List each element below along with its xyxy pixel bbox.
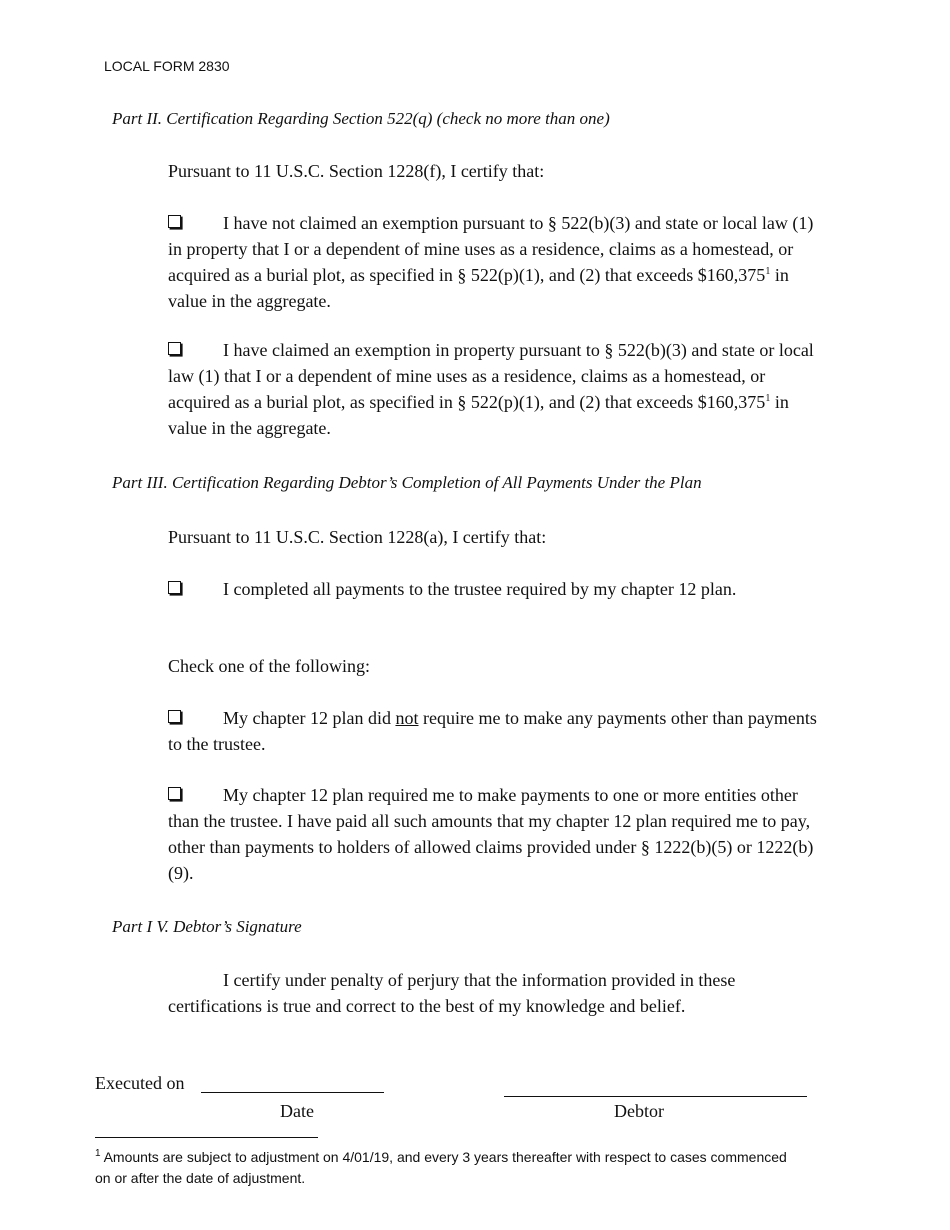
debtor-signature-field[interactable] [504, 1096, 807, 1097]
checkbox-required[interactable] [168, 787, 181, 800]
part-3-option-not-required [168, 705, 818, 757]
date-label: Date [280, 1101, 314, 1121]
part-3-option-completed [168, 576, 818, 602]
executed-on-label: Executed on [95, 1073, 185, 1093]
footnote-number: 1 [95, 1148, 101, 1160]
checkbox-claimed[interactable] [168, 342, 181, 355]
date-field[interactable] [201, 1092, 384, 1093]
checkbox-not-required[interactable] [168, 710, 181, 723]
footnote-ref: 1 [765, 393, 771, 404]
part-2-intro: Pursuant to 11 U.S.C. Section 1228(f), I certify that: [168, 161, 545, 181]
certification-text: I certify under penalty of perjury that the information provided in these certifications is true and correct to the best of my knowledge and belief. [168, 970, 736, 1016]
option-not-required-emphasis: not [395, 708, 419, 728]
form-number: LOCAL FORM 2830 [104, 58, 230, 74]
part-3-heading: Part III. Certification Regarding Debtor’s Completion of All Payments Under the Plan [112, 473, 702, 492]
part-3-intro: Pursuant to 11 U.S.C. Section 1228(a), I certify that: [168, 527, 547, 547]
footnote [95, 1147, 795, 1189]
part-2-option-claimed [168, 337, 818, 441]
part-4-heading: Part I V. Debtor’s Signature [112, 917, 302, 936]
debtor-label: Debtor [614, 1101, 664, 1121]
part-2-heading: Part II. Certification Regarding Section 522(q) (check no more than one) [112, 109, 610, 128]
option-not-required-text-end: require me to make any payments other than payments to the trustee. [168, 708, 817, 754]
option-completed-text: I completed all payments to the trustee required by my chapter 12 plan. [223, 579, 737, 599]
part-4-certification [168, 967, 753, 1019]
option-claimed-text: I have claimed an exemption in property pursuant to § 522(b)(3) and state or local law (1) that I or a dependent of mine uses as a residence, claims as a homestead, or acquired as a burial plot, as specified in § 522(p)(1), and (2) that exceeds $160,375 [168, 340, 814, 412]
option-not-claimed-text-end: in value in the aggregate. [168, 265, 789, 311]
part-3-option-required [168, 782, 818, 886]
footnote-divider [95, 1137, 318, 1138]
check-one-instruction: Check one of the following: [168, 656, 370, 676]
checkbox-not-claimed[interactable] [168, 215, 181, 228]
option-claimed-text-end: in value in the aggregate. [168, 392, 789, 438]
part-2-option-not-claimed [168, 210, 818, 314]
checkbox-completed-payments[interactable] [168, 581, 181, 594]
footnote-text: Amounts are subject to adjustment on 4/01/19, and every 3 years thereafter with respect to cases commenced on or after the date of adjustment. [95, 1149, 787, 1186]
option-required-text: My chapter 12 plan required me to make payments to one or more entities other than the trustee. I have paid all such amounts that my chapter 12 plan required me to pay, other than payments to holders of allowed claims provided under § 1222(b)(5) or 1222(b)(9). [168, 785, 814, 883]
footnote-ref: 1 [765, 266, 771, 277]
option-not-required-text: My chapter 12 plan did [223, 708, 396, 728]
option-not-claimed-text: I have not claimed an exemption pursuant to § 522(b)(3) and state or local law (1) in property that I or a dependent of mine uses as a residence, claims as a homestead, or acquired as a burial plot, as specified in § 522(p)(1), and (2) that exceeds $160,375 [168, 213, 814, 285]
